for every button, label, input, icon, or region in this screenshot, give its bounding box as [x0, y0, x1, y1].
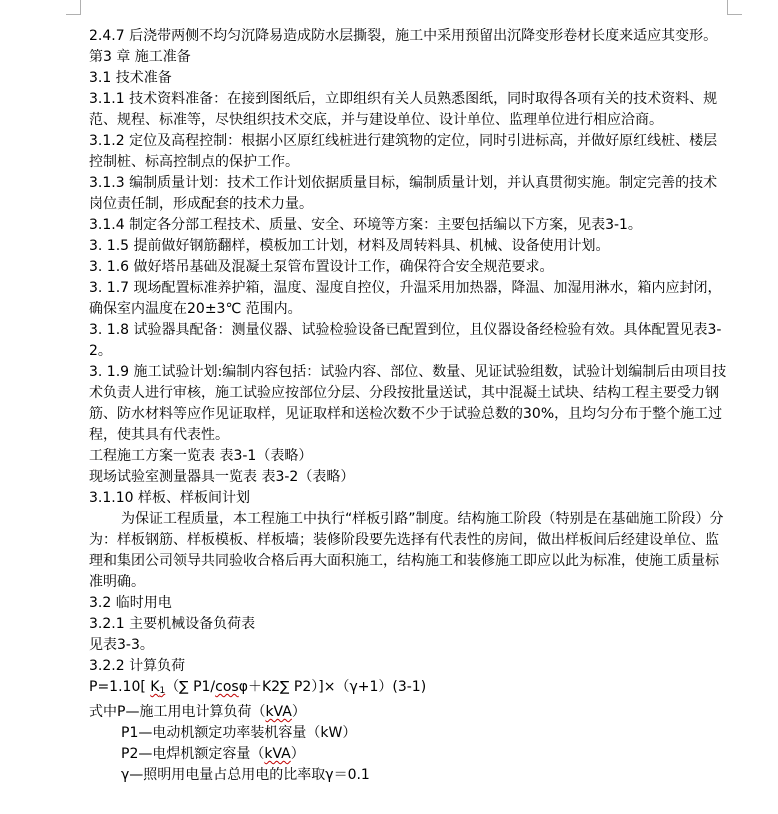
legend-line-p: 式中P—施工用电计算负荷（kVA） — [89, 704, 306, 720]
page-corner-mark-left — [66, 0, 81, 15]
para-3-1-8: 3. 1.8 试验器具配备：测量仪器、试验检验设备已配置到位，且仪器设备经检验有效。具体配置见表3-2。 — [89, 322, 722, 359]
page-corner-mark-right — [727, 0, 742, 15]
formula-prefix: P=1.10[ — [89, 679, 151, 695]
legend-line-p1: P1—电动机额定功率装机容量（kW） — [121, 725, 357, 741]
section-3-2-heading: 3.2 临时用电 — [89, 595, 172, 611]
para-2-4-7: 2.4.7 后浇带两侧不均匀沉降易造成防水层撕裂，施工中采用预留出沉降变形卷材长度来适应其变形。 — [89, 28, 718, 44]
document-page — [89, 26, 729, 786]
formula-mid-1: （∑ P1/ — [165, 679, 216, 695]
para-3-1-7: 3. 1.7 现场配置标准养护箱，温度、湿度自控仪，升温采用加热器，降温、加湿用淋水，箱内应封闭，确保室内温度在20±3℃ 范围内。 — [89, 280, 722, 317]
unit-kw: kW — [320, 725, 343, 741]
section-3-2-2-heading: 3.2.2 计算负荷 — [89, 658, 186, 674]
table-3-2-caption: 现场试验室测量器具一览表 表3-2（表略） — [89, 469, 355, 485]
para-3-1-6: 3. 1.6 做好塔吊基础及混凝土泵管布置设计工作，确保符合安全规范要求。 — [89, 259, 554, 275]
section-3-1-heading: 3.1 技术准备 — [89, 70, 172, 86]
para-3-1-1: 3.1.1 技术资料准备：在接到图纸后，立即组织有关人员熟悉图纸，同时取得各项有关的技术资料、规范、规程、标准等，尽快组织技术交底，并与建设单位、设计单位、监理单位进行相应洽商。 — [89, 91, 718, 128]
load-formula — [89, 677, 729, 702]
formula-k: K1 — [150, 679, 166, 696]
see-table-3-3: 见表3-3。 — [89, 637, 154, 653]
section-3-1-10-heading: 3.1.10 样板、样板间计划 — [89, 490, 250, 506]
section-3-2-1-heading: 3.2.1 主要机械设备负荷表 — [89, 616, 256, 632]
para-3-1-5: 3. 1.5 提前做好钢筋翻样，模板加工计划，材料及周转料具、机械、设备使用计划。 — [89, 238, 610, 254]
unit-kva: kVA — [265, 704, 292, 720]
formula-cos: cos — [215, 679, 239, 695]
para-3-1-2: 3.1.2 定位及高程控制：根据小区原红线桩进行建筑物的定位，同时引进标高，并做好原红线桩、楼层控制桩、标高控制点的保护工作。 — [89, 133, 718, 170]
legend-line-gamma: γ—照明用电量占总用电的比率取γ＝0.1 — [121, 767, 370, 783]
chapter-3-heading: 第3 章 施工准备 — [89, 49, 191, 65]
table-3-1-caption: 工程施工方案一览表 表3-1（表略） — [89, 448, 313, 464]
legend-line-p2: P2—电焊机额定容量（kVA） — [121, 746, 305, 762]
formula-mid-2: φ＋K2∑ P2）]×（γ+1）(3-1) — [238, 679, 427, 695]
para-3-1-9: 3. 1.9 施工试验计划:编制内容包括：试验内容、部位、数量、见证试验组数，试验计划编制后由项目技术负责人进行审核，施工试验应按部位分层、分段按批量送试，其中混凝土试块、结构工程主要受力钢筋、防水材料等应作见证取样，见证取样和送检次数不少于试验总数的30%，且均匀分布于整个施工过程，使其具有代表性。 — [89, 364, 727, 443]
unit-kva-2: kVA — [264, 746, 291, 762]
formula-k-subscript: 1 — [159, 686, 166, 696]
para-3-1-3: 3.1.3 编制质量计划：技术工作计划依据质量目标，编制质量计划，并认真贯彻实施。制定完善的技术岗位责任制，形成配套的技术力量。 — [89, 175, 718, 212]
para-3-1-10-body: 为保证工程质量，本工程施工中执行“样板引路”制度。结构施工阶段（特别是在基础施工阶段）分为：样板钢筋、样板模板、样板墙；装修阶段要先选择有代表性的房间，做出样板间后经建设单位、监理和集团公司领导共同验收合格后再大面积施工，结构施工和装修施工即应以此为标准，使施工质量标准明确。 — [89, 511, 724, 590]
para-3-1-4: 3.1.4 制定各分部工程技术、质量、安全、环境等方案：主要包括编以下方案，见表3-1。 — [89, 217, 642, 233]
